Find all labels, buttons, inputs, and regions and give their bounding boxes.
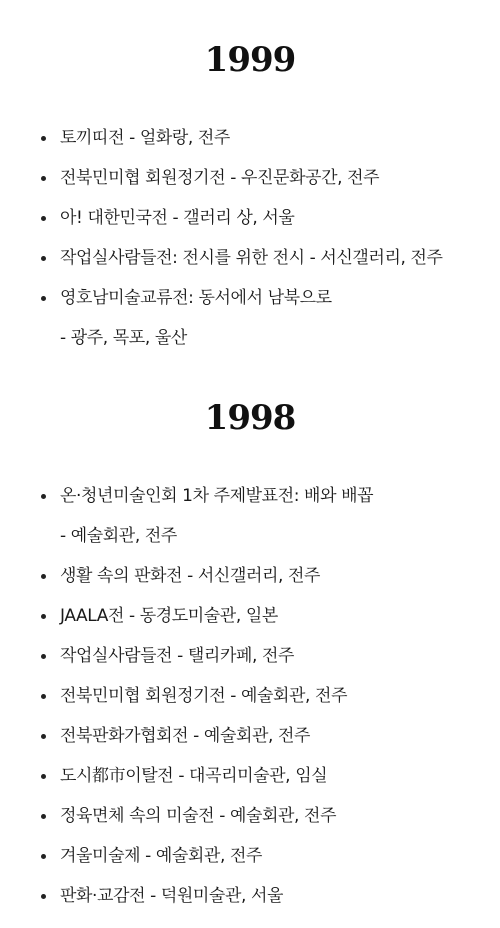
bullet-icon [41, 894, 46, 899]
bullet-icon [41, 256, 46, 261]
list-item [0, 876, 500, 916]
year-section-1999 [0, 40, 500, 358]
entry-text: 판화·교감전 - 덕원미술관, 서울 [60, 886, 284, 906]
list-item [0, 596, 500, 636]
bullet-icon [41, 814, 46, 819]
bullet-icon [41, 176, 46, 181]
entry-text: 토끼띠전 - 얼화랑, 전주 [60, 128, 230, 148]
list-item [0, 198, 500, 238]
list-item [0, 278, 500, 358]
year-heading: 1999 [204, 40, 296, 80]
list-item [0, 556, 500, 596]
entry-text: 아! 대한민국전 - 갤러리 상, 서울 [60, 208, 295, 228]
bullet-icon [41, 574, 46, 579]
year-heading: 1998 [204, 398, 296, 438]
entry-text: JAALA전 - 동경도미술관, 일본 [60, 606, 278, 626]
exhibition-list [0, 476, 500, 916]
list-item [0, 238, 500, 278]
entry-text: 전북민미협 회원정기전 - 우진문화공간, 전주 [60, 168, 380, 188]
bullet-icon [41, 694, 46, 699]
list-item [0, 118, 500, 158]
list-item [0, 158, 500, 198]
entry-text-continued: - 광주, 목포, 울산 [60, 328, 187, 348]
bullet-icon [41, 854, 46, 859]
list-item [0, 476, 500, 556]
year-section-1998 [0, 398, 500, 916]
list-item [0, 756, 500, 796]
bullet-icon [41, 614, 46, 619]
entry-text: 생활 속의 판화전 - 서신갤러리, 전주 [60, 566, 321, 586]
entry-text: 영호남미술교류전: 동서에서 남북으로 [60, 288, 332, 308]
bullet-icon [41, 654, 46, 659]
entry-text: 작업실사람들전: 전시를 위한 전시 - 서신갤러리, 전주 [60, 248, 443, 268]
entry-text: 전북민미협 회원정기전 - 예술회관, 전주 [60, 686, 348, 706]
list-item [0, 636, 500, 676]
list-item [0, 796, 500, 836]
entry-text: 도시都市이탈전 - 대곡리미술관, 임실 [60, 766, 328, 786]
bullet-icon [41, 136, 46, 141]
entry-text: 작업실사람들전 - 탤리카페, 전주 [60, 646, 295, 666]
entry-text: 온·청년미술인회 1차 주제발표전: 배와 배꼽 [60, 486, 374, 506]
entry-text: 정육면체 속의 미술전 - 예술회관, 전주 [60, 806, 337, 826]
bullet-icon [41, 494, 46, 499]
list-item [0, 836, 500, 876]
entry-text: 겨울미술제 - 예술회관, 전주 [60, 846, 262, 866]
list-item [0, 716, 500, 756]
bullet-icon [41, 296, 46, 301]
bullet-icon [41, 734, 46, 739]
entry-text: 전북판화가협회전 - 예술회관, 전주 [60, 726, 311, 746]
entry-text-continued: - 예술회관, 전주 [60, 526, 177, 546]
exhibition-list [0, 118, 500, 358]
list-item [0, 676, 500, 716]
bullet-icon [41, 216, 46, 221]
bullet-icon [41, 774, 46, 779]
